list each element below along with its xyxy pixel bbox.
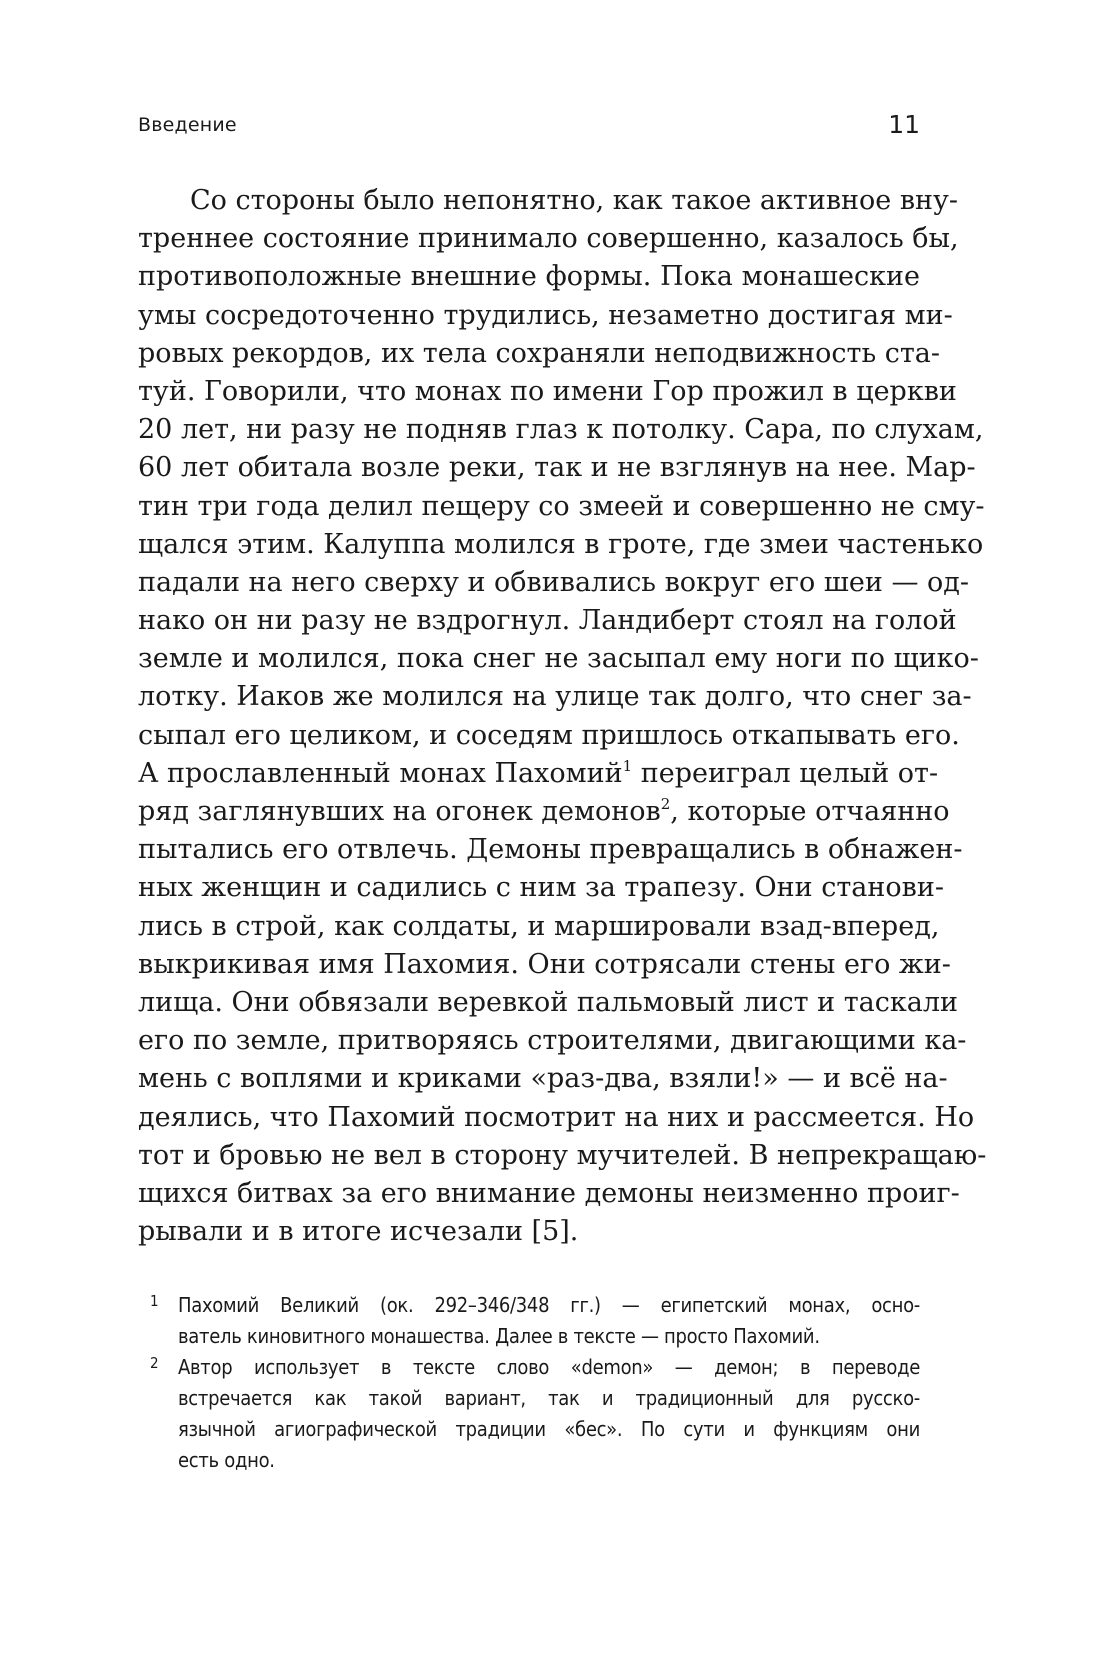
text-line: лотку. Иаков же молился на улице так долго, что снег за- [138,681,972,713]
text-line-with-footnote-1 [138,755,939,793]
text-line: Со стороны было непонятно, как такое активное вну- [190,185,959,216]
text-line: ных женщин и садились с ним за трапезу. Они станови- [138,872,944,904]
text-line: 20 лет, ни разу не подняв глаз к потолку. Сара, по слухам, [138,414,984,446]
text-line-with-footnote-2 [138,793,950,831]
footnote-1 [138,1290,920,1352]
text-line: тот и бровью не вел в сторону мучителей. В непрекращаю- [138,1139,987,1171]
running-head [138,110,920,142]
text-line: сыпал его целиком, и соседям пришлось откапывать его. [138,719,960,751]
text-line: щихся битвах за его внимание демоны неизменно проиг- [138,1177,960,1209]
footnote-line: язычной агиографической традиции «бес». По сути и функциям они [178,1417,920,1441]
text-segment: А прославленный монах Пахомий [138,757,623,789]
text-line: земле и молился, пока снег не засыпал ему ноги по щико- [138,643,979,675]
page-number: 11 [888,110,920,139]
text-line: противоположные внешние формы. Пока монашеские [138,261,920,293]
text-line: падали на него сверху и обвивались вокруг его шеи — од- [138,566,970,598]
section-title: Введение [138,114,237,136]
text-line: умы сосредоточенно трудились, незаметно достигая ми- [138,299,953,331]
text-line: щался этим. Калуппа молился в гроте, где змеи частенько [138,528,984,560]
footnote-mark: 1 [150,1292,159,1310]
text-segment: ряд заглянувших на огонек демонов [138,796,661,827]
footnote-line: Пахомий Великий (ок. 292–346/348 гг.) — египетский монах, осно- [178,1293,920,1317]
text-line: лища. Они обвязали веревкой пальмовый лист и таскали [138,986,958,1018]
text-line: нако он ни разу не вздрогнул. Ландиберт стоял на голой [138,605,957,637]
footnotes [138,1290,920,1476]
footnote-line: встречается как такой вариант, так и традиционный для русско- [178,1386,920,1410]
text-line: лись в строй, как солдаты, и маршировали взад-вперед, [138,910,940,942]
footnote-ref-2: 2 [660,795,671,813]
text-line: выкрикивая имя Пахомия. Они сотрясали стены его жи- [138,948,951,980]
text-segment: , которые отчаянно [670,796,950,827]
footnote-line: есть одно. [178,1448,275,1472]
text-line: треннее состояние принимало совершенно, казалось бы, [138,223,959,255]
text-line: 60 лет обитала возле реки, так и не взглянув на нее. Мар- [138,452,976,484]
footnote-mark: 2 [150,1354,159,1372]
text-line: его по земле, притворяясь строителями, двигающими ка- [138,1025,967,1057]
text-line: деялись, что Пахомий посмотрит на них и рассмеется. Но [138,1101,975,1133]
text-line: рывали и в итоге исчезали [5]. [138,1216,579,1248]
text-line: тин три года делил пещеру со змеей и совершенно не сму- [138,490,985,522]
main-paragraph [138,182,987,1251]
text-line: ровых рекордов, их тела сохраняли неподвижность ста- [138,337,941,369]
footnote-2 [138,1352,920,1476]
footnote-line: ватель киновитного монашества. Далее в тексте — просто Пахомий. [178,1324,820,1348]
text-segment: переиграл целый от- [632,757,939,789]
text-line: пытались его отвлечь. Демоны превращались в обнажен- [138,834,963,866]
footnote-ref-1: 1 [622,756,633,775]
text-line: мень с воплями и криками «раз-два, взяли!» — и всё на- [138,1063,948,1095]
footnote-line: Автор использует в тексте слово «demon» — демон; в переводе [178,1355,920,1379]
text-line: туй. Говорили, что монах по имени Гор прожил в церкви [138,375,957,407]
